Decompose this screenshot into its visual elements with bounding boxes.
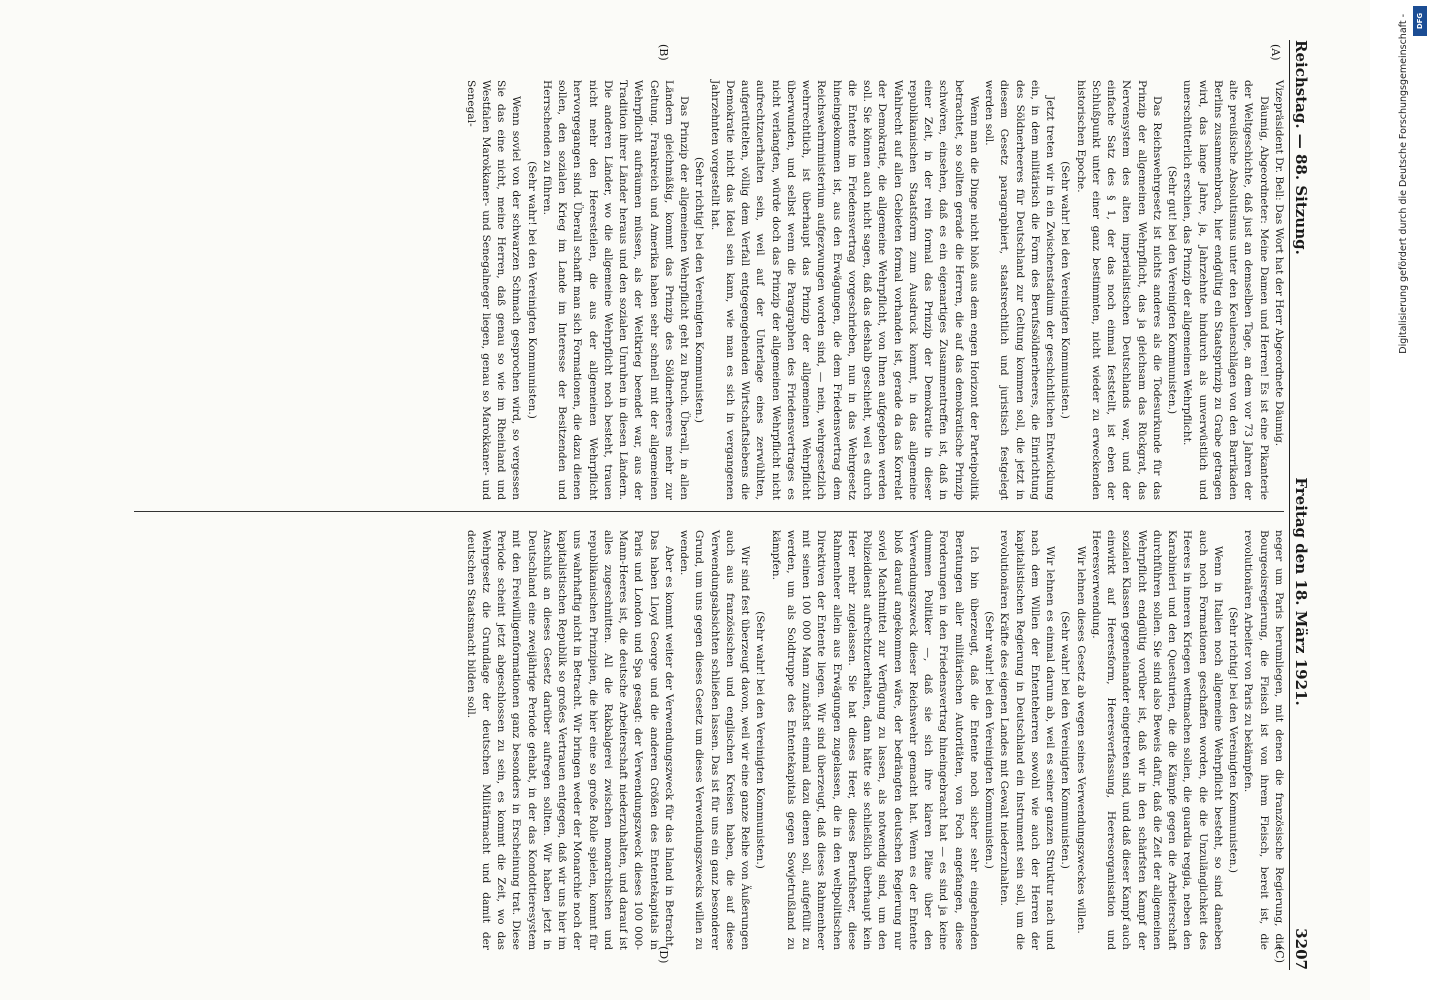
interjection: (Sehr richtig! bei den Vereinigten Kommunisten.) [1227, 606, 1240, 874]
interjection: (Sehr wahr! bei den Vereinigten Kommunisten.) [1059, 611, 1072, 869]
paragraph: Wenn soviel von der schwarzen Schmach gesprochen wird, so vergessen Sie das eine nicht, meine Herren, daß genau so wie im Rheinland und Westfalen Marokkaner- und Senegalneger liegen, genau so Marokkaner- und Senegal- [464, 80, 523, 500]
paragraph: Das Prinzip der allgemeinen Wehrpflicht geht zu Bruch. Überall, in allen Ländern gleichmäßig, kommt das Prinzip des Söldnerheeres mehr zur Geltung. Frankreich und Amerika haben sehr schnell mit der allgemeinen Wehrpflicht aufräumen müssen, als der Weltkrieg beendet war, aus der Tradition ihrer Länder heraus und den sozialen Unruhen in diesen Ländern. Die anderen Länder, wo die allgemeine Wehrpflicht noch besteht, trauen nicht mehr den Heeresteilen, die aus der allgemeinen Wehrpflicht hervorgegangen sind. Überall schafft man sich Formationen, die dazu dienen sollen, den sozialen Krieg im Lande im Interesse der Besitzenden und Herrschenden zu führen. [541, 80, 691, 500]
paragraph: Das Reichswehrgesetz ist nichts anderes als die Todesurkunde für das Prinzip der allgemeinen Wehrpflicht, das ja gleichsam das Rückgrat, das Nervensystem des alten imperialistischen Deutschlands war, und der einfache Satz des § 1, der das noch einmal feststellt, ist eben der Schlußpunkt unter einer ganz bestimmten, nicht wieder zu erweckenden historischen Epoche. [1074, 80, 1163, 500]
interjection: (Sehr wahr! bei den Vereinigten Kommunisten.) [754, 611, 767, 869]
paragraph: Wir lehnen dieses Gesetz ab wegen seines Verwendungszweckes willen. [1074, 546, 1087, 934]
margin-mark-a: (A) [1269, 44, 1282, 61]
paragraph: Wir sind fest überzeugt davon, weil wir eine ganze Reihe von Äußerungen auch aus französischen und englischen Kreisen haben, die auf diese Verwendungsabsichten schließen lassen. Das ist für uns ein ganz besonderer Grund, um uns gegen dieses Gesetz um dieses Verwendungszwecks willen zu wenden. [678, 530, 752, 950]
interjection: (Sehr wahr! bei den Vereinigten Kommunisten.) [1059, 161, 1072, 419]
paragraph: Vizepräsident Dr. Bell: Das Wort hat der Herr Abgeordnete Däumig. [1273, 80, 1285, 447]
margin-mark-c: (C) [1273, 946, 1286, 963]
dfg-logo [1413, 6, 1427, 36]
paragraph: Wenn in Italien noch allgemeine Wehrpflicht besteht, so sind daneben auch noch Formationen geschaffen worden, die die Unzulänglichkeit des Heeres in inneren Kriegen wettmachen sollen, die guardia reggia, neben den Karabinieri und den Questurien, die die Kämpfe gegen die Arbeiterschaft durchführen sollen. Sie sind also Beweis dafür, daß die Zeit der allgemeinen Wehrpflicht endgültig vorüber ist, daß wir in den schärfsten Kampf der sozialen Klassen gegeneinander eingetreten sind, und daß dieser Kampf auch einwirkt auf Heeresform, Heeresverfassung, Heeresorganisation und Heeresverwendung. [1090, 530, 1224, 950]
interjection: (Sehr wahr! bei den Vereinigten Kommunisten.) [525, 161, 538, 419]
page-header [1292, 40, 1318, 970]
left-column [463, 80, 1287, 500]
margin-mark-d: (D) [657, 946, 670, 964]
paragraph: Ich bin überzeugt, daß die Entente noch sicher sehr eingehenden Beratungen aller militärischen Autoritäten, von Foch angefangen, diese Forderungen in den Friedensvertrag hineingebracht hat — es sind ja keine dummen Politiker —, daß sie sich ihre klaren Pläne über den Verwendungszweck dieser Reichswehr gemacht hat. Wenn es der Entente bloß darauf angekommen wäre, der bedrängten deutschen Regierung nur soviel Machtmittel zur Verfügung zu lassen, als notwendig sind, um den Polizeidienst aufrechtzuerhalten, dann hätte sie schließlich überhaupt kein Heer mehr zugelassen. Sie hat dieses Heer, dieses Berufsheer, diese Rahmenheer allein aus Erwägungen zugelassen, die in den weltpolitischen Direktiven der Entente liegen. Wir sind überzeugt, daß dieses Rahmenheer mit seinen 100 000 Mann zunächst einmal dazu dienen soll, aufgefüllt zu werden, um als Soldtruppe des Ententekapitals gegen Sowjetrußland zu kämpfen. [769, 530, 980, 950]
dfg-logo-text: DFG [1416, 12, 1424, 30]
header-session: Reichstag. — 88. Sitzung. [1292, 40, 1310, 255]
paragraph: Wenn man die Dinge nicht bloß aus dem engen Horizont der Parteipolitik betrachtet, so sollten gerade die Herren, die auf das demokratische Prinzip schwören, einsehen, daß es ein eigenartiges Zusammentreffen ist, daß in einer Zeit, in der rein formal das Prinzip der Demokratie in dieser republikanischen Staatsform zum Ausdruck kommt, in das allgemeine Wahlrecht auf allen Gebieten formal vorhanden ist, gerade da das Korrelat der Demokratie, die allgemeine Wehrpflicht, von Ihnen aufgegeben werden soll. Sie können auch nicht sagen, daß das deshalb geschieht, weil es durch die Entente im Friedensvertrag vorgeschrieben, nun in das Wehrgesetz hineingekommen ist, aus den Erwägungen, die dem Friedensvertrag dem Reichswehrministerium aufgezwungen worden sind, — nein, wehrgesetzlich wehrrechtlich, ist überhaupt das Prinzip der allgemeinen Wehrpflicht überwunden, und selbst wenn die Paragraphen des Friedensvertrages es nicht verlangten, würde doch das Prinzip der allgemeinen Wehrpflicht nicht aufrechtzuerhalten sein, weil auf der Unterlage eines zerwühlten, aufgerüttelten, völlig dem Verfall entgegengehenden Wirtschaftslebens die Demokratie nicht das Ideal sein kann, wie man es sich in vergangenen Jahrzehnten vorgestellt hat. [708, 80, 980, 500]
interjection: (Sehr richtig! bei den Vereinigten Kommunisten.) [693, 156, 706, 424]
paragraph: Däumig, Abgeordneter: Meine Damen und Herren! Es ist eine Pikanterie der Weltgeschichte, daß just an demselben Tage, an dem vor 73 Jahren der alte preußische Absolutismus unter den Keulenschlägen von den Barrikaden Berlins zusammenbrach, hier endgültig ein Staatsprinzip zu Grabe getragen wird, das lange Jahre, ja, Jahrzehnte hindurch als unverwüstlich und unerschütterlich erschien, das Prinzip der allgemeinen Wehrpflicht. [1181, 80, 1270, 500]
paragraph: neger um Paris herumliegen, mit denen die französische Regierung, die Bourgeoisregierung, die Fleisch ist von ihrem Fleisch, bereit ist, die revolutionären Arbeiter von Paris zu bekämpfen. [1242, 530, 1285, 950]
right-column [463, 530, 1287, 950]
interjection: (Sehr gut! bei den Vereinigten Kommunisten.) [1166, 165, 1179, 415]
digitization-credit [1398, 14, 1414, 984]
header-page-number: 3207 [1292, 928, 1310, 970]
column-divider [134, 511, 1284, 512]
paragraph: Jetzt treten wir in ein Zwischenstadium der geschichtlichen Entwicklung ein, in dem militärisch die Form des Berufssöldnerheeres, die Einrichtung des Söldnerheeres für Deutschland zur Geltung kommen soll, die jetzt in diesem Gesetz paragraphiert, staatsrechtlich und juristisch festgelegt werden soll. [983, 80, 1057, 500]
header-date: Freitag den 18. März 1921. [1292, 477, 1310, 706]
credit-text: Digitalisierung gefördert durch die Deutsche Forschungsgemeinschaft - [1398, 14, 1409, 354]
margin-mark-b: (B) [657, 44, 670, 61]
paragraph: Aber es kommt weiter der Verwendungszweck für das Inland in Betracht. Das haben Lloyd George und die anderen Größen des Ententekapitals in Paris und London und Spa gesagt: der Verwendungszweck dieses 100 000-Mann-Heeres ist, die deutsche Arbeiterschaft niederzuhalten, und darauf ist alles zugeschnitten. All die Rakbalgerei zwischen monarchischen und republikanischen Prinzipien, die hier eine so große Rolle spielen, kommt für uns wahrhaftig nicht in Betracht. Wir bringen weder der Monarchie noch der kapitalistischen Republik so großes Vertrauen entgegen, daß wir uns hier im Anschluß an dieses Gesetz darüber aufregen sollten. Wir haben jetzt in Deutschland eine zweijährige Periode gehabt, in der das Kondottieresystem mit den Freiwilligenformationen ganz besonders in Erscheinung trat. Diese Periode scheint jetzt abgeschlossen zu sein, es kommt die Zeit, wo das Wehrgesetz die Grundlage der deutschen Militärmacht und damit der deutschen Staatsmacht bilden soll. [464, 530, 675, 950]
interjection: (Sehr wahr! bei den Vereinigten Kommunisten.) [983, 611, 996, 869]
paragraph: Wir lehnen es einmal darum ab, weil es seiner ganzen Struktur nach und nach dem Willen der Ententeherren sowohl wie auch der Herren der kapitalistischen Regierung in Deutschland ein Instrument sein soll, um die revolutionären Kräfte des eigenen Landes mit Gewalt niederzuhalten. [998, 530, 1057, 950]
header-rule [1289, 40, 1290, 970]
